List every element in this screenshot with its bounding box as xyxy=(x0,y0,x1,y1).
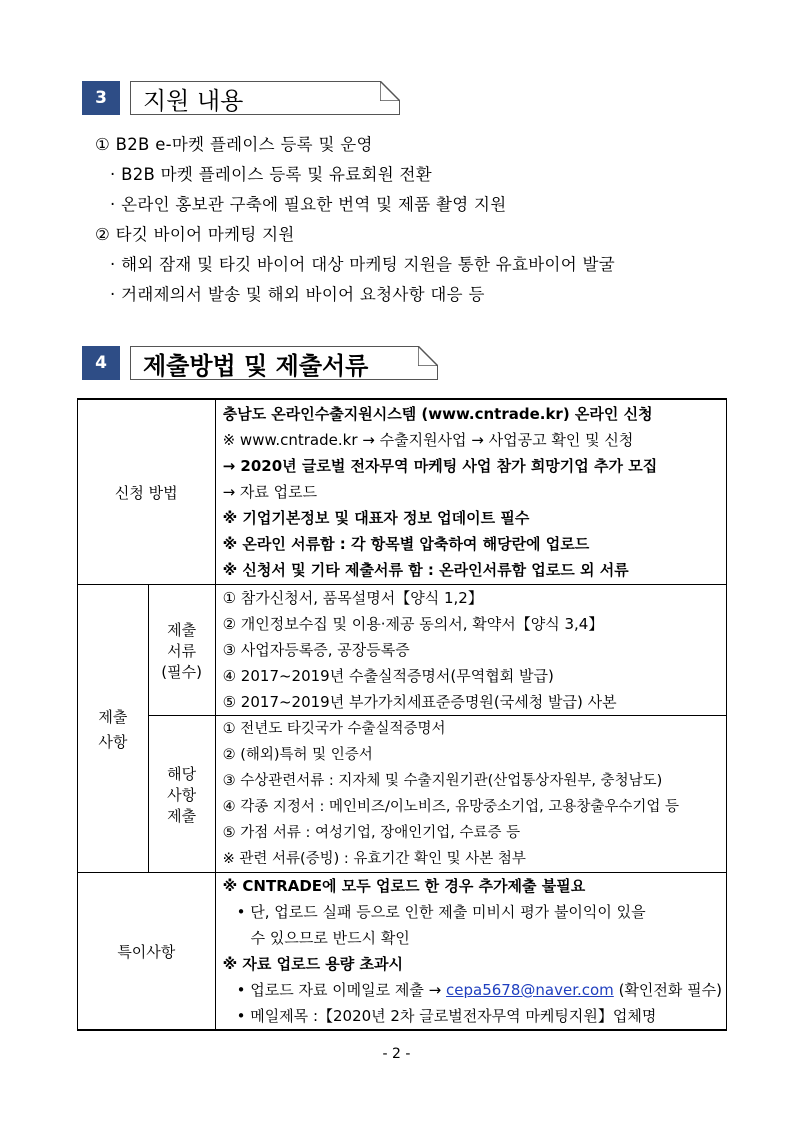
submit-label-line-1: 제출 xyxy=(98,707,128,726)
optional-item-4: ④ 각종 지정서 : 메인비즈/이노비즈, 유망중소기업, 고용창출우수기업 등 xyxy=(222,799,680,815)
notes-line-3-text: 수 있으므로 반드시 확인 xyxy=(250,929,410,947)
apply-line-1: 충남도 온라인수출지원시스템 (www.cntrade.kr) 온라인 신청 xyxy=(222,405,653,423)
required-item-3: ③ 사업자등록증, 공장등록증 xyxy=(222,641,410,659)
apply-line-2: ※ www.cntrade.kr → 수출지원사업 → 사업공고 확인 및 신청 xyxy=(222,431,634,449)
optional-docs-row xyxy=(78,716,727,873)
notes-content xyxy=(215,873,726,1031)
optional-docs-label xyxy=(148,716,215,873)
section-4-title-text: 제출방법 및 제출서류 xyxy=(143,351,369,380)
required-label-line-3: (필수) xyxy=(161,662,202,681)
apply-method-row xyxy=(78,399,727,585)
folded-corner-icon xyxy=(418,346,438,366)
optional-item-5: ⑤ 가점 서류 : 여성기업, 장애인기업, 수료증 등 xyxy=(222,825,521,841)
section-3-line-6: · 거래제의서 발송 및 해외 바이어 요청사항 대응 등 xyxy=(110,285,485,304)
optional-label-line-2: 사항 xyxy=(167,785,197,804)
notes-line-5-prefix: • 업로드 자료 이메일로 제출 → xyxy=(236,981,442,999)
apply-method-content xyxy=(215,399,726,585)
apply-line-3: → 2020년 글로벌 전자무역 마케팅 사업 참가 희망기업 추가 모집 xyxy=(222,457,658,475)
submit-items-label xyxy=(78,585,149,873)
section-4-number: 4 xyxy=(82,346,120,380)
page-number: - 2 - xyxy=(382,1046,411,1062)
optional-item-6: ※ 관련 서류(증빙) : 유효기간 확인 및 사본 첨부 xyxy=(222,851,526,867)
section-3-line-2: · B2B 마켓 플레이스 등록 및 유료회원 전환 xyxy=(110,165,432,184)
section-3-title-text: 지원 내용 xyxy=(143,86,244,115)
required-label-line-2: 서류 xyxy=(167,641,197,660)
section-4-title xyxy=(130,346,438,380)
submit-label-line-2: 사항 xyxy=(98,732,128,751)
section-3-line-4: ② 타깃 바이어 마케팅 지원 xyxy=(95,225,295,244)
optional-item-2: ② (해외)특허 및 인증서 xyxy=(222,747,373,763)
required-docs-row xyxy=(78,585,727,716)
section-3-number: 3 xyxy=(82,81,120,115)
email-link[interactable]: cepa5678@naver.com xyxy=(446,981,614,999)
apply-line-7: ※ 신청서 및 기타 제출서류 함 : 온라인서류함 업로드 외 서류 xyxy=(222,561,629,579)
notes-line-1: ※ CNTRADE에 모두 업로드 한 경우 추가제출 불필요 xyxy=(222,877,586,895)
notes-line-4: ※ 자료 업로드 용량 초과시 xyxy=(222,955,403,973)
required-label-line-1: 제출 xyxy=(167,620,197,639)
section-3-line-3: · 온라인 홍보관 구축에 필요한 번역 및 제품 촬영 지원 xyxy=(110,195,507,214)
optional-item-1: ① 전년도 타깃국가 수출실적증명서 xyxy=(222,721,446,737)
required-item-4: ④ 2017~2019년 수출실적증명서(무역협회 발급) xyxy=(222,667,554,685)
section-3-line-5: · 해외 잠재 및 타깃 바이어 대상 마케팅 지원을 통한 유효바이어 발굴 xyxy=(110,255,615,274)
notes-line-5 xyxy=(223,977,722,1003)
section-3-line-1: ① B2B e-마켓 플레이스 등록 및 운영 xyxy=(95,135,373,154)
section-3-title xyxy=(130,81,400,115)
apply-line-6: ※ 온라인 서류함 : 각 항목별 압축하여 해당란에 업로드 xyxy=(222,535,590,553)
apply-line-5: ※ 기업기본정보 및 대표자 정보 업데이트 필수 xyxy=(222,509,530,527)
notes-label: 특이사항 xyxy=(78,873,216,1031)
submission-table xyxy=(77,398,727,1031)
required-docs-label xyxy=(148,585,215,716)
optional-label-line-1: 해당 xyxy=(167,764,197,783)
required-item-2: ② 개인정보수집 및 이용·제공 동의서, 확약서【양식 3,4】 xyxy=(222,615,604,633)
required-docs-content xyxy=(215,585,726,716)
optional-docs-content xyxy=(215,716,726,873)
apply-method-label: 신청 방법 xyxy=(78,399,216,585)
notes-line-3 xyxy=(223,925,722,951)
required-item-5: ⑤ 2017~2019년 부가가치세표준증명원(국세청 발급) 사본 xyxy=(222,693,617,711)
optional-label-line-3: 제출 xyxy=(167,806,197,825)
notes-row xyxy=(78,873,727,1031)
apply-line-4: → 자료 업로드 xyxy=(222,483,318,501)
required-item-1: ① 참가신청서, 품목설명서【양식 1,2】 xyxy=(222,589,483,607)
notes-line-6: • 메일제목 :【2020년 2차 글로벌전자무역 마케팅지원】업체명 xyxy=(236,1007,657,1025)
notes-line-2: • 단, 업로드 실패 등으로 인한 제출 미비시 평가 불이익이 있을 xyxy=(236,903,646,921)
notes-line-5-suffix: (확인전화 필수) xyxy=(618,981,722,999)
optional-item-3: ③ 수상관련서류 : 지자체 및 수출지원기관(산업통상자원부, 충청남도) xyxy=(222,773,663,789)
folded-corner-icon xyxy=(380,81,400,101)
